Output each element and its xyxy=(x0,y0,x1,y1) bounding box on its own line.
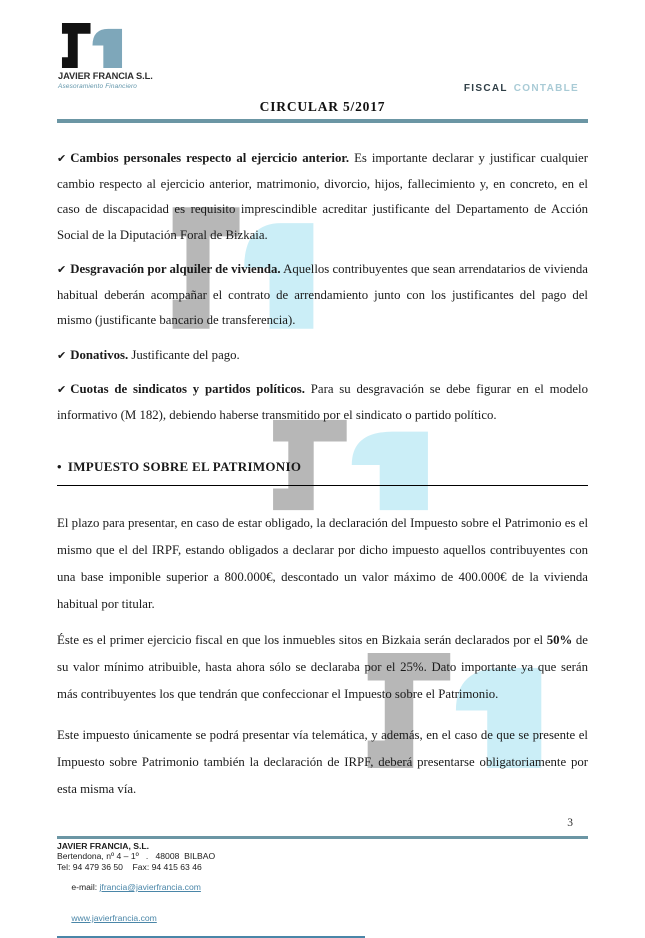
footer-phones: Tel: 94 479 36 50 Fax: 94 415 63 46 xyxy=(57,861,202,872)
dept-fiscal-label: FISCAL xyxy=(463,83,508,94)
bullet-paragraph xyxy=(57,343,588,369)
page-number: 3 xyxy=(567,817,573,829)
paragraph-text: de su valor mínimo atribuible, hasta ahora sólo se declaraba por el 25%. Dato importante ya que serán más contribuyentes los que tendrán que confeccionar el Impuesto sobre el Patrimonio. xyxy=(57,633,588,701)
bullet-lead: Cuotas de sindicatos y partidos políticos. xyxy=(70,382,305,396)
brand-tagline: Asesoramiento Financiero xyxy=(58,83,138,90)
dept-contable-label: CONTABLE xyxy=(513,83,579,94)
section-paragraph: El plazo para presentar, en caso de estar obligado, la declaración del Impuesto sobre el Patrimonio es el mismo que el del IRPF, estando obligados a declarar por dicho impuesto aquellos contribuyentes con una base imponible superior a 800.000€, descontado un valor máximo de 400.000€ de la vivienda habitual por titular. xyxy=(57,516,588,611)
bullet-lead: Donativos. xyxy=(70,347,129,362)
bullet-text: Para su desgravación se debe figurar en el modelo informativo (M 182), debiendo haberse transmitido por el sindicato o partido político. xyxy=(57,382,588,422)
highlight-percentage: 50% xyxy=(546,633,573,647)
section-paragraph xyxy=(57,627,588,708)
section-heading xyxy=(57,458,588,476)
email-label: e-mail: xyxy=(71,882,100,893)
footer-company-name: JAVIER FRANCIA, S.L. xyxy=(57,841,149,851)
bullet-paragraph xyxy=(57,257,588,334)
bullet-text: Aquellos contribuyentes que sean arrendatarios de vivienda habitual deberán acompañar el contrato de arrendamiento junto con los justificantes del pago del mismo (justificante bancario de transferencia). xyxy=(57,262,588,327)
bullet-dot-icon: • xyxy=(57,459,62,474)
section-paragraph: Este impuesto únicamente se podrá presentar vía telemática, y además, en el caso de que se presente el Impuesto sobre Patrimonio también la declaración de IRPF, deberá presentarse obligatoriamente por esta misma vía. xyxy=(57,728,588,796)
bullet-text: Es importante declarar y justificar cualquier cambio respecto al ejercicio anterior, matrimonio, divorcio, hijos, fallecimiento y, en concreto, en el caso de discapacidad es requisito imprescindible acreditar justificante del Departamento de Acción Social de la Diputación Foral de Bizkaia. xyxy=(57,151,588,242)
footer-address: Bertendona, nº 4 – 1º . 48008 BILBAO xyxy=(57,851,216,862)
footer-website-line xyxy=(57,903,365,934)
document-body xyxy=(57,146,588,803)
bullet-paragraph xyxy=(57,146,588,248)
bullet-text: Justificante del pago. xyxy=(128,347,240,362)
department-labels xyxy=(464,83,579,94)
footer xyxy=(57,841,365,938)
bullet-lead: Desgravación por alquiler de vivienda. xyxy=(70,262,281,276)
title-divider xyxy=(57,119,588,123)
check-icon: ✔ xyxy=(57,152,67,165)
footer-email-line xyxy=(57,872,365,903)
check-icon: ✔ xyxy=(57,383,67,396)
jf-logo-icon xyxy=(60,21,124,70)
check-icon: ✔ xyxy=(57,348,67,362)
bullet-lead: Cambios personales respecto al ejercicio anterior. xyxy=(70,151,350,165)
website-link[interactable]: www.javierfrancia.com xyxy=(71,913,157,924)
section-divider xyxy=(57,485,588,486)
footer-divider xyxy=(57,836,588,839)
bullet-paragraph xyxy=(57,377,588,428)
check-icon: ✔ xyxy=(57,263,67,276)
brand-name: JAVIER FRANCIA S.L. xyxy=(58,71,153,81)
email-link[interactable]: jfrancia@javierfrancia.com xyxy=(99,882,201,893)
page-title: CIRCULAR 5/2017 xyxy=(259,99,386,114)
paragraph-text: Éste es el primer ejercicio fiscal en que los inmuebles sitos en Bizkaia serán declarados por el xyxy=(57,633,547,647)
section-title: IMPUESTO SOBRE EL PATRIMONIO xyxy=(67,459,302,474)
